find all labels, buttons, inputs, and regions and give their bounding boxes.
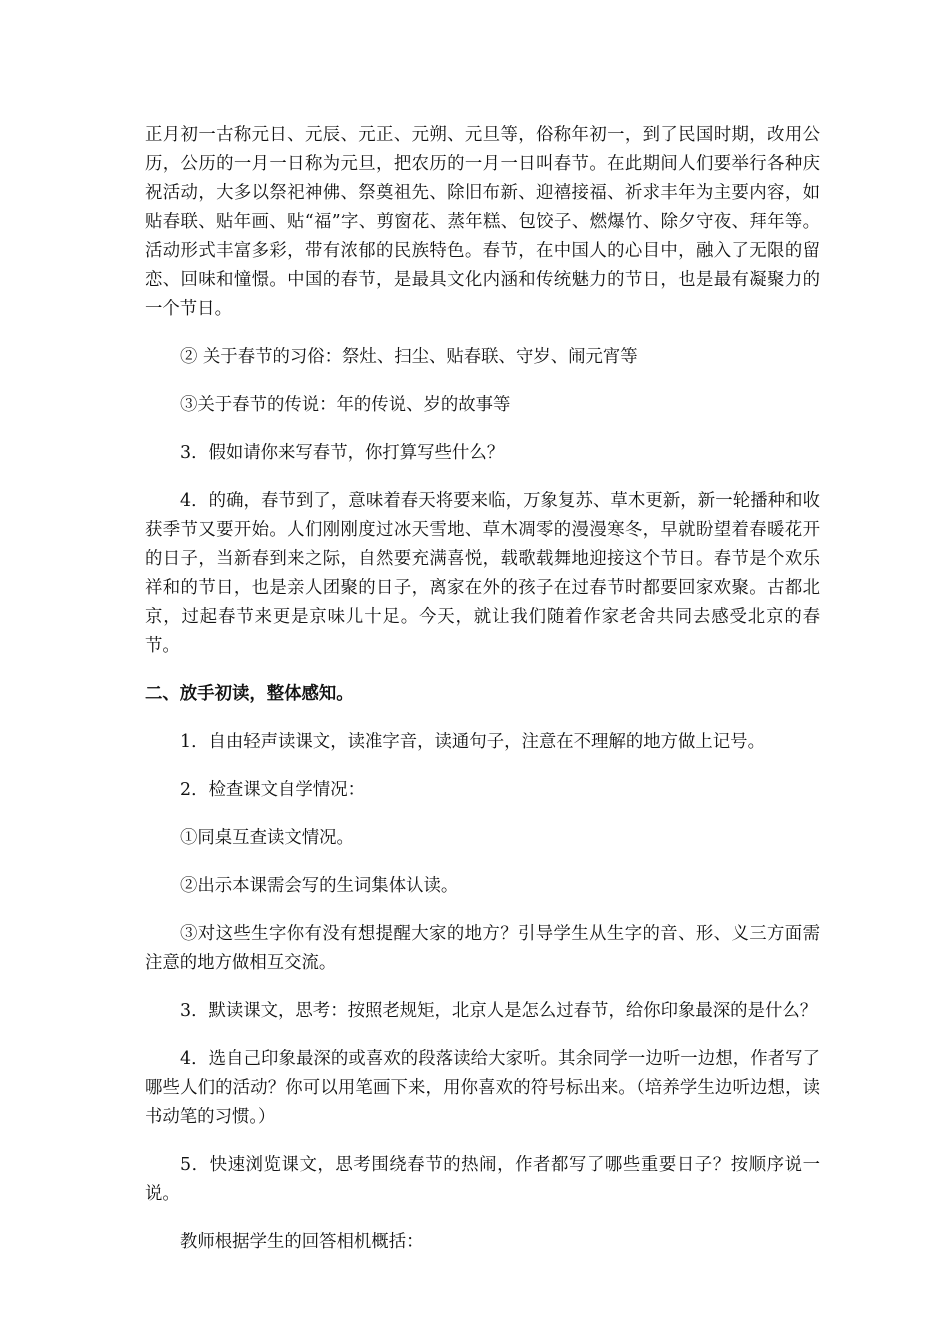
step-item: 4．选自己印象最深的或喜欢的段落读给大家听。其余同学一边听一边想，作者写了哪些人们的活动？你可以用笔画下来，用你喜欢的符号标出来。（培养学生边听边想，读书动笔的习惯。） xyxy=(145,1049,820,1127)
step-item: 5．快速浏览课文，思考围绕春节的热闹，作者都写了哪些重要日子？按顺序说一说。 xyxy=(145,1155,820,1204)
summary-paragraph: 4．的确，春节到了，意味着春天将要来临，万象复苏、草木更新，新一轮播种和收获季节又要开始。人们刚刚度过冰天雪地、草木凋零的漫漫寒冬，早就盼望着春暖花开的日子，当新春到来之际，自然要充满喜悦，载歌载舞地迎接这个节日。春节是个欢乐祥和的节日，也是亲人团聚的日子，离家在外的孩子在过春节时都要回家欢聚。古都北京，过起春节来更是京味儿十足。今天，就让我们随着作家老舍共同去感受北京的春节。 xyxy=(145,491,820,656)
step-item: ①同桌互查读文情况。 xyxy=(180,828,354,848)
step-item: 3．默读课文，思考：按照老规矩，北京人是怎么过春节，给你印象最深的是什么？ xyxy=(180,1001,818,1021)
intro-paragraph: 正月初一古称元日、元辰、元正、元朔、元旦等，俗称年初一，到了民国时期，改用公历，公历的一月一日称为元旦，把农历的一月一日叫春节。在此期间人们要举行各种庆祝活动，大多以祭祀神佛、祭奠祖先、除旧布新、迎禧接福、祈求丰年为主要内容，如贴春联、贴年画、贴“福”字、剪窗花、蒸年糕、包饺子、燃爆竹、除夕守夜、拜年等。活动形式丰富多彩，带有浓郁的民族特色。春节，在中国人的心目中，融入了无限的留恋、回味和憧憬。中国的春节，是最具文化内涵和传统魅力的节日，也是最有凝聚力的一个节日。 xyxy=(145,125,820,319)
document-page xyxy=(145,121,820,1257)
section-heading: 二、放手初读，整体感知。 xyxy=(145,684,354,704)
custom-item: ② 关于春节的习俗：祭灶、扫尘、贴春联、守岁、闹元宵等 xyxy=(180,347,638,367)
step-item: ②出示本课需会写的生词集体认读。 xyxy=(180,876,459,896)
question-item: 3．假如请你来写春节，你打算写些什么？ xyxy=(180,443,505,463)
step-item: 教师根据学生的回答相机概括： xyxy=(180,1232,424,1252)
step-item: 2．检查课文自学情况： xyxy=(180,780,365,800)
step-item: 1．自由轻声读课文，读准字音，读通句子，注意在不理解的地方做上记号。 xyxy=(180,732,765,752)
legend-item: ③关于春节的传说：年的传说、岁的故事等 xyxy=(180,395,511,415)
step-item: ③对这些生字你有没有想提醒大家的地方？引导学生从生字的音、形、义三方面需注意的地方做相互交流。 xyxy=(145,924,820,973)
